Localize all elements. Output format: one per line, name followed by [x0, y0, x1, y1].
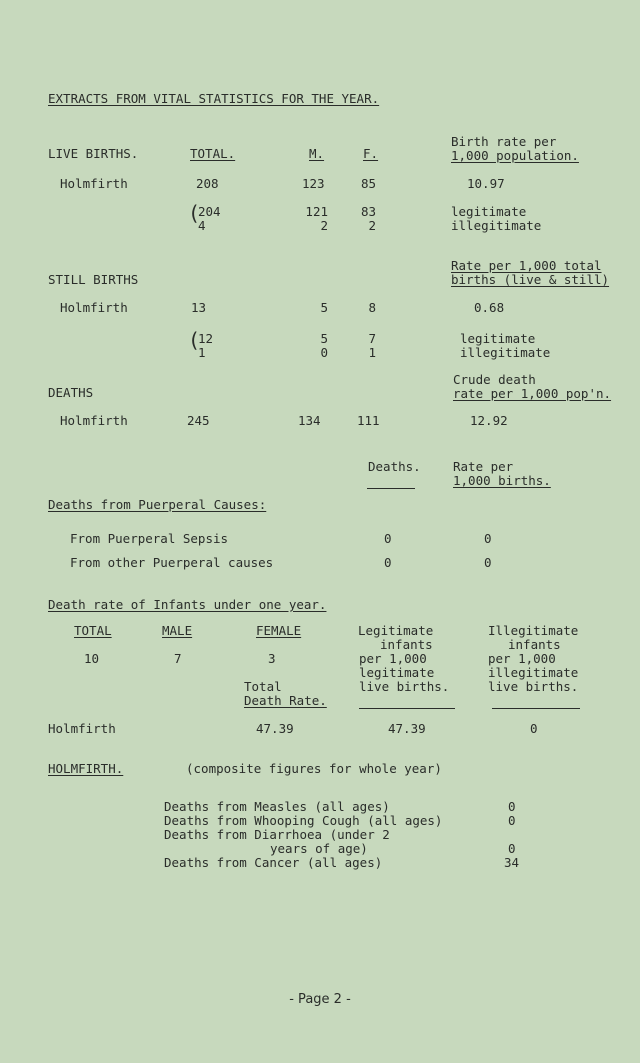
- still-births-illegit-m: 0: [320, 345, 328, 360]
- infants-col-male: MALE: [162, 623, 193, 638]
- total-rate-head-2: Death Rate.: [244, 693, 327, 708]
- live-births-f: 85: [361, 176, 377, 191]
- measles-value: 0: [508, 799, 516, 814]
- total-rate-head-1: Total: [244, 679, 282, 694]
- puerperal-heading: Deaths from Puerperal Causes:: [48, 497, 267, 512]
- legit-head-1: Legitimate: [358, 623, 434, 638]
- infants-total-rate: 47.39: [256, 721, 294, 736]
- live-births-legit-f: 83: [360, 204, 376, 219]
- puerperal-sepsis-rate: 0: [484, 531, 492, 546]
- legit-head-4: legitimate: [359, 665, 435, 680]
- deaths-f: 111: [357, 413, 380, 428]
- infants-col-female: FEMALE: [256, 623, 302, 638]
- infants-total: 10: [84, 651, 100, 666]
- still-births-legit-total: 12: [198, 331, 214, 346]
- page-title: EXTRACTS FROM VITAL STATISTICS FOR THE YEAR.: [48, 91, 380, 106]
- live-births-legit-label: legitimate: [451, 204, 527, 219]
- col-total-header: TOTAL.: [190, 146, 236, 161]
- deaths-heading: DEATHS: [48, 385, 94, 400]
- puerperal-rate-header-2: 1,000 births.: [453, 473, 551, 488]
- live-births-illegit-f: 2: [368, 218, 376, 233]
- illegit-head-3: per 1,000: [488, 651, 556, 666]
- still-births-rate: 0.68: [474, 300, 505, 315]
- puerperal-sepsis-deaths: 0: [384, 531, 392, 546]
- legit-head-3: per 1,000: [359, 651, 427, 666]
- puerperal-deaths-rule: [367, 488, 415, 489]
- infants-col-total: TOTAL: [74, 623, 112, 638]
- live-births-total: 208: [196, 176, 219, 191]
- puerperal-rate-header-1: Rate per: [453, 459, 514, 474]
- live-births-rate: 10.97: [467, 176, 505, 191]
- still-births-heading: STILL BIRTHS: [48, 272, 139, 287]
- live-births-illegit-m: 2: [320, 218, 328, 233]
- still-births-illegit-label: illegitimate: [460, 345, 551, 360]
- illegit-head-4: illegitimate: [488, 665, 579, 680]
- live-births-place: Holmfirth: [60, 176, 128, 191]
- holmfirth-note: (composite figures for whole year): [186, 761, 442, 776]
- measles-label: Deaths from Measles (all ages): [164, 799, 390, 814]
- infants-male: 7: [174, 651, 182, 666]
- legit-head-rule: [359, 708, 455, 709]
- live-births-brace: (: [188, 201, 201, 225]
- live-births-m: 123: [302, 176, 325, 191]
- still-births-place: Holmfirth: [60, 300, 128, 315]
- birth-rate-header-1: Birth rate per: [451, 134, 557, 149]
- deaths-place: Holmfirth: [60, 413, 128, 428]
- illegit-head-2: infants: [508, 637, 561, 652]
- deaths-rate: 12.92: [470, 413, 508, 428]
- still-births-brace: (: [188, 328, 201, 352]
- still-rate-header-2: births (live & still): [451, 272, 610, 287]
- illegit-head-5: live births.: [488, 679, 579, 694]
- infants-female: 3: [268, 651, 276, 666]
- col-m-header: M.: [309, 146, 325, 161]
- still-births-f: 8: [368, 300, 376, 315]
- deaths-total: 245: [187, 413, 210, 428]
- still-births-legit-f: 7: [368, 331, 376, 346]
- whooping-cough-label: Deaths from Whooping Cough (all ages): [164, 813, 443, 828]
- infants-place: Holmfirth: [48, 721, 116, 736]
- still-births-m: 5: [320, 300, 328, 315]
- death-rate-header-2: rate per 1,000 pop'n.: [453, 386, 612, 401]
- holmfirth-heading: HOLMFIRTH.: [48, 761, 124, 776]
- puerperal-other-rate: 0: [484, 555, 492, 570]
- page-number: - Page 2 -: [289, 992, 351, 1007]
- still-births-illegit-total: 1: [198, 345, 206, 360]
- still-births-legit-m: 5: [320, 331, 328, 346]
- live-births-illegit-label: illegitimate: [451, 218, 542, 233]
- puerperal-deaths-header: Deaths.: [368, 459, 421, 474]
- live-births-illegit-total: 4: [198, 218, 206, 233]
- diarrhoea-value: 0: [508, 841, 516, 856]
- illegit-head-1: Illegitimate: [488, 623, 579, 638]
- infants-heading: Death rate of Infants under one year.: [48, 597, 327, 612]
- infants-illegit-rate: 0: [530, 721, 538, 736]
- live-births-heading: LIVE BIRTHS.: [48, 146, 139, 161]
- puerperal-other-deaths: 0: [384, 555, 392, 570]
- diarrhoea-label-cont: years of age): [270, 841, 368, 856]
- still-births-legit-label: legitimate: [460, 331, 536, 346]
- still-rate-header-1: Rate per 1,000 total: [451, 258, 602, 273]
- still-births-total: 13: [191, 300, 207, 315]
- whooping-cough-value: 0: [508, 813, 516, 828]
- live-births-legit-total: 204: [198, 204, 221, 219]
- cancer-label: Deaths from Cancer (all ages): [164, 855, 383, 870]
- infants-legit-rate: 47.39: [388, 721, 426, 736]
- legit-head-2: infants: [380, 637, 433, 652]
- col-f-header: F.: [363, 146, 379, 161]
- birth-rate-header-2: 1,000 population.: [451, 148, 579, 163]
- still-births-illegit-f: 1: [368, 345, 376, 360]
- live-births-legit-m: 121: [305, 204, 328, 219]
- deaths-m: 134: [298, 413, 321, 428]
- death-rate-header-1: Crude death: [453, 372, 536, 387]
- diarrhoea-label: Deaths from Diarrhoea (under 2: [164, 827, 390, 842]
- puerperal-sepsis-label: From Puerperal Sepsis: [70, 531, 229, 546]
- cancer-value: 34: [504, 855, 520, 870]
- puerperal-other-label: From other Puerperal causes: [70, 555, 274, 570]
- legit-head-5: live births.: [359, 679, 450, 694]
- illegit-head-rule: [492, 708, 580, 709]
